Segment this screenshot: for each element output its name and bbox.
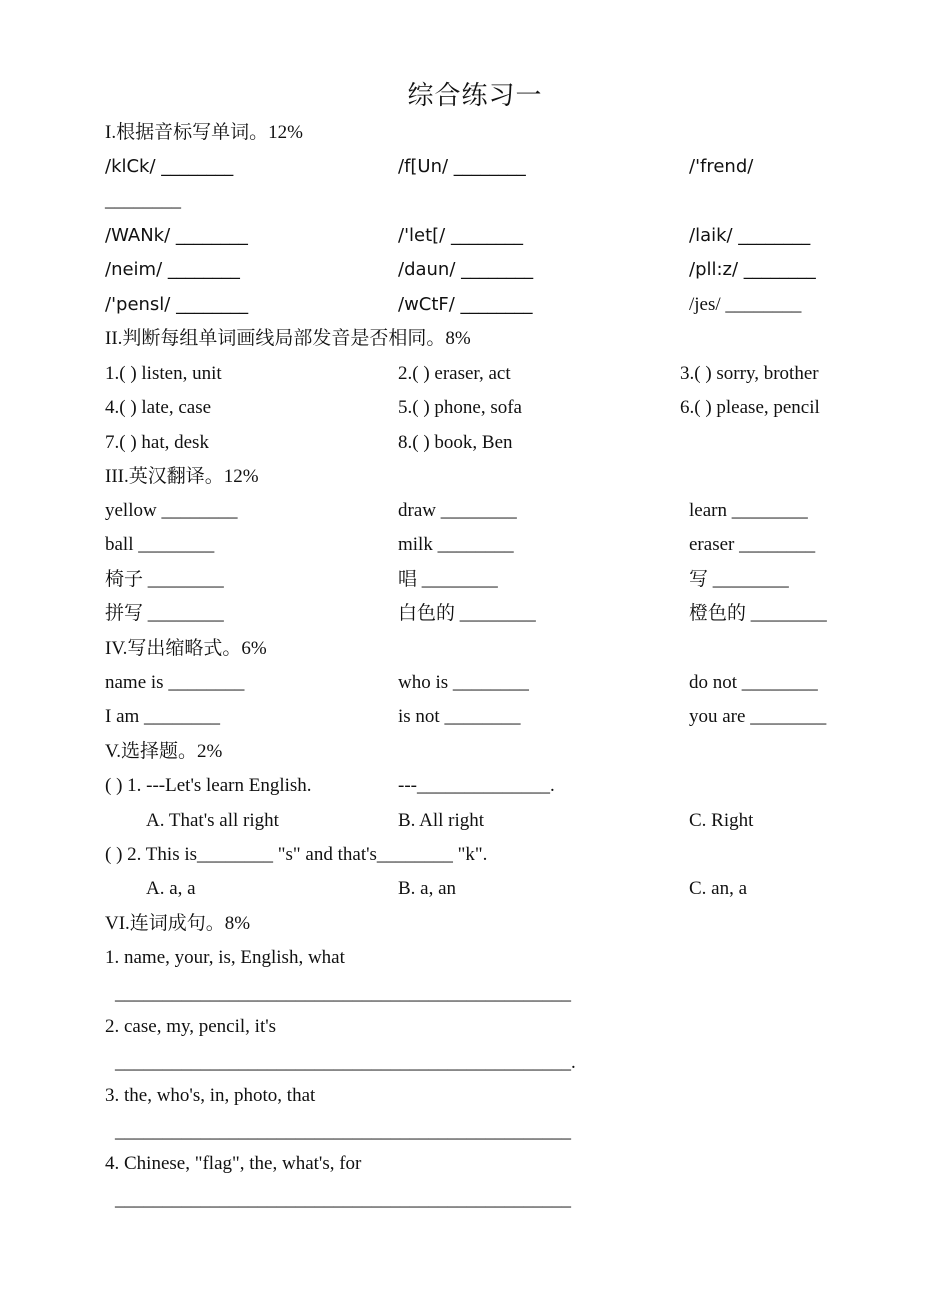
phonetic-item: /'pensl/ ________: [105, 294, 249, 315]
phonetic-item: /daun/ ________: [398, 259, 534, 280]
choice-option-b: B. a, an: [398, 878, 457, 899]
phonetic-item: /laik/ ________: [689, 225, 811, 246]
pronunciation-item: 2.( ) eraser, act: [398, 363, 511, 384]
contraction-item: who is ________: [398, 672, 529, 693]
contraction-item: you are ________: [689, 706, 827, 727]
section-3-heading: III.英汉翻译。12%: [105, 466, 259, 487]
contraction-item: name is ________: [105, 672, 245, 693]
phonetic-item: /jes/ ________: [689, 294, 802, 315]
section-5-heading: V.选择题。2%: [105, 741, 223, 762]
answer-line: ________________________________________________: [115, 1121, 571, 1142]
section-2-heading: II.判断每组单词画线局部发音是否相同。8%: [105, 328, 471, 349]
pronunciation-item: 8.( ) book, Ben: [398, 432, 513, 453]
choice-option-a: A. a, a: [146, 878, 196, 899]
answer-line: ________________________________________________: [115, 983, 571, 1004]
phonetic-item: /'frend/: [689, 156, 754, 177]
choice-question-1: ( ) 1. ---Let's learn English.: [105, 775, 312, 796]
answer-line: ________________________________________________: [115, 1189, 571, 1210]
translation-item: learn ________: [689, 500, 808, 521]
choice-question-2: ( ) 2. This is________ "s" and that's________ "k".: [105, 844, 488, 865]
pronunciation-item: 4.( ) late, case: [105, 397, 212, 418]
translation-item: ball ________: [105, 534, 215, 555]
phonetic-item: /pll:z/ ________: [689, 259, 816, 280]
choice-option-a: A. That's all right: [146, 810, 279, 831]
pronunciation-item: 5.( ) phone, sofa: [398, 397, 522, 418]
contraction-item: is not ________: [398, 706, 521, 727]
phonetic-item: /'let[/ ________: [398, 225, 523, 246]
word-order-item: 3. the, who's, in, photo, that: [105, 1085, 316, 1106]
page-title: 综合练习一: [407, 81, 543, 110]
choice-question-1-blank: ---______________.: [398, 775, 555, 796]
section-4-heading: IV.写出缩略式。6%: [105, 638, 267, 659]
choice-option-c: C. Right: [689, 810, 754, 831]
section-1-heading: I.根据音标写单词。12%: [105, 122, 303, 143]
phonetic-item: /klCk/ ________: [105, 156, 234, 177]
translation-item: 椅子 ________: [105, 569, 224, 590]
phonetic-item: /wCtF/ ________: [398, 294, 533, 315]
translation-item: 拼写 ________: [105, 603, 224, 624]
choice-option-c: C. an, a: [689, 878, 748, 899]
word-order-item: 4. Chinese, "flag", the, what's, for: [105, 1153, 362, 1174]
pronunciation-item: 7.( ) hat, desk: [105, 432, 209, 453]
contraction-item: I am ________: [105, 706, 221, 727]
translation-item: 写 ________: [689, 569, 789, 590]
contraction-item: do not ________: [689, 672, 818, 693]
pronunciation-item: 1.( ) listen, unit: [105, 363, 222, 384]
translation-item: yellow ________: [105, 500, 238, 521]
choice-option-b: B. All right: [398, 810, 485, 831]
translation-item: 白色的 ________: [398, 603, 536, 624]
translation-item: 唱 ________: [398, 569, 498, 590]
pronunciation-item: 6.( ) please, pencil: [680, 397, 820, 418]
translation-item: draw ________: [398, 500, 517, 521]
translation-item: milk ________: [398, 534, 514, 555]
phonetic-item: /neim/ ________: [105, 259, 240, 280]
answer-line: ________________________________________________.: [115, 1052, 576, 1073]
pronunciation-item: 3.( ) sorry, brother: [680, 363, 819, 384]
phonetic-item-blank: ________: [105, 190, 181, 211]
phonetic-item: /f[Un/ ________: [398, 156, 526, 177]
word-order-item: 1. name, your, is, English, what: [105, 947, 345, 968]
translation-item: eraser ________: [689, 534, 816, 555]
translation-item: 橙色的 ________: [689, 603, 827, 624]
section-6-heading: VI.连词成句。8%: [105, 913, 251, 934]
phonetic-item: /WANk/ ________: [105, 225, 248, 246]
word-order-item: 2. case, my, pencil, it's: [105, 1016, 277, 1037]
